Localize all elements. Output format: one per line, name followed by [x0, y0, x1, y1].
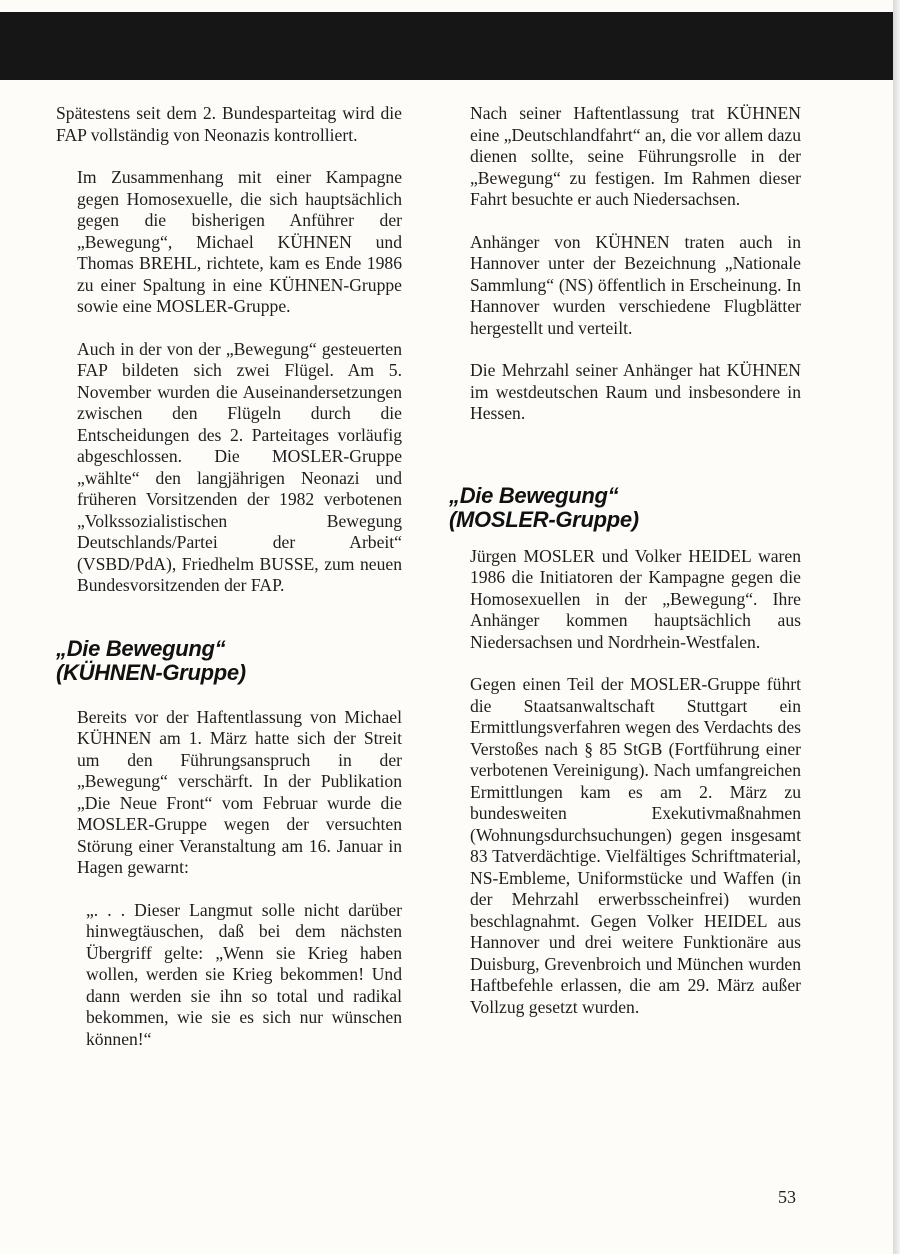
left-paragraph-1: Spätestens seit dem 2. Bundesparteitag wird die FAP vollständig von Neonazis kontrolliert. — [56, 103, 402, 145]
right-paragraph-3: Die Mehrzahl seiner Anhänger hat KÜHNEN im westdeutschen Raum und insbesondere in Hessen. — [470, 360, 801, 423]
section-heading-mosler — [449, 484, 801, 532]
section-heading-kuehnen — [56, 637, 402, 685]
right-paragraph-5: Gegen einen Teil der MOSLER-Gruppe führt die Staatsanwaltschaft Stuttgart ein Ermittlungsverfahren wegen des Verdachts des Verstoßes nach § 85 StGB (Fortführung einer verbotenen Vereinigung). Nach umfangreichen Ermittlungen kam es am 2. März zu bundesweiten Exekutivmaßnahmen (Wohnungsdurchsuchungen) gegen insgesamt 83 Tatverdächtige. Vielfältiges Schriftmaterial, NS-Embleme, Uniformstücke und Waffen (in der Mehrzahl erwerbsscheinfrei) wurden beschlagnahmt. Gegen Volker HEIDEL aus Hannover und drei weitere Funktionäre aus Duisburg, Grevenbroich und München wurden Haftbefehle erlassen, die am 29. März außer Vollzug gesetzt wurden. — [470, 674, 801, 1017]
left-paragraph-4: Bereits vor der Haftentlassung von Michael KÜHNEN am 1. März hatte sich der Streit um den Führungsanspruch in der „Bewegung“ verschärft. In der Publikation „Die Neue Front“ vom Februar wurde die MOSLER-Gruppe wegen der versuchten Störung einer Veranstaltung am 16. Januar in Hagen gewarnt: — [77, 706, 402, 877]
scan-header-bar — [0, 12, 893, 80]
block-quote: „. . . Dieser Langmut solle nicht darüber hinwegtäuschen, daß bei dem nächsten Übergriff gelte: „Wenn sie Krieg haben wollen, werden sie Krieg bekommen! Und dann werden sie ihn so total und radikal bekommen, wie sie es sich nur wünschen können!“ — [86, 899, 402, 1049]
left-column — [56, 103, 402, 1050]
heading-line-1: „Die Bewegung“ — [449, 482, 619, 508]
right-column — [449, 103, 801, 1018]
left-paragraph-3: Auch in der von der „Bewegung“ gesteuerten FAP bildeten sich zwei Flügel. Am 5. November wurden die Auseinandersetzungen zwischen den Flügeln durch die Entscheidungen des 2. Parteitages vorläufig abgeschlossen. Die MOSLER-Gruppe „wählte“ den langjährigen Neonazi und früheren Vorsitzenden der 1982 verbotenen „Volkssozialistischen Bewegung Deutschlands/Partei der Arbeit“ (VSBD/PdA), Friedhelm BUSSE, zum neuen Bundesvorsitzenden der FAP. — [77, 338, 402, 595]
page-edge — [893, 0, 900, 1254]
heading-line-1: „Die Bewegung“ — [56, 635, 226, 661]
right-paragraph-2: Anhänger von KÜHNEN traten auch in Hannover unter der Bezeichnung „Nationale Sammlung“ (NS) öffentlich in Erscheinung. In Hannover wurden verschiedene Flugblätter hergestellt und verteilt. — [470, 231, 801, 338]
right-paragraph-1: Nach seiner Haftentlassung trat KÜHNEN eine „Deutschlandfahrt“ an, die vor allem dazu dienen sollte, seine Führungsrolle in der „Bewegung“ zu festigen. Im Rahmen dieser Fahrt besuchte er auch Niedersachsen. — [470, 103, 801, 209]
right-paragraph-4: Jürgen MOSLER und Volker HEIDEL waren 1986 die Initiatoren der Kampagne gegen die Homosexuellen in der „Bewegung“. Ihre Anhänger kommen hauptsächlich aus Niedersachsen und Nordrhein-Westfalen. — [470, 545, 801, 652]
page-number: 53 — [778, 1187, 796, 1207]
heading-line-2: (KÜHNEN-Gruppe) — [56, 659, 246, 685]
left-paragraph-2: Im Zusammenhang mit einer Kampagne gegen Homosexuelle, die sich hauptsächlich gegen die bisherigen Anführer der „Bewegung“, Michael KÜHNEN und Thomas BREHL, richtete, kam es Ende 1986 zu einer Spaltung in eine KÜHNEN-Gruppe sowie eine MOSLER-Gruppe. — [77, 167, 402, 316]
heading-line-2: (MOSLER-Gruppe) — [449, 506, 639, 532]
